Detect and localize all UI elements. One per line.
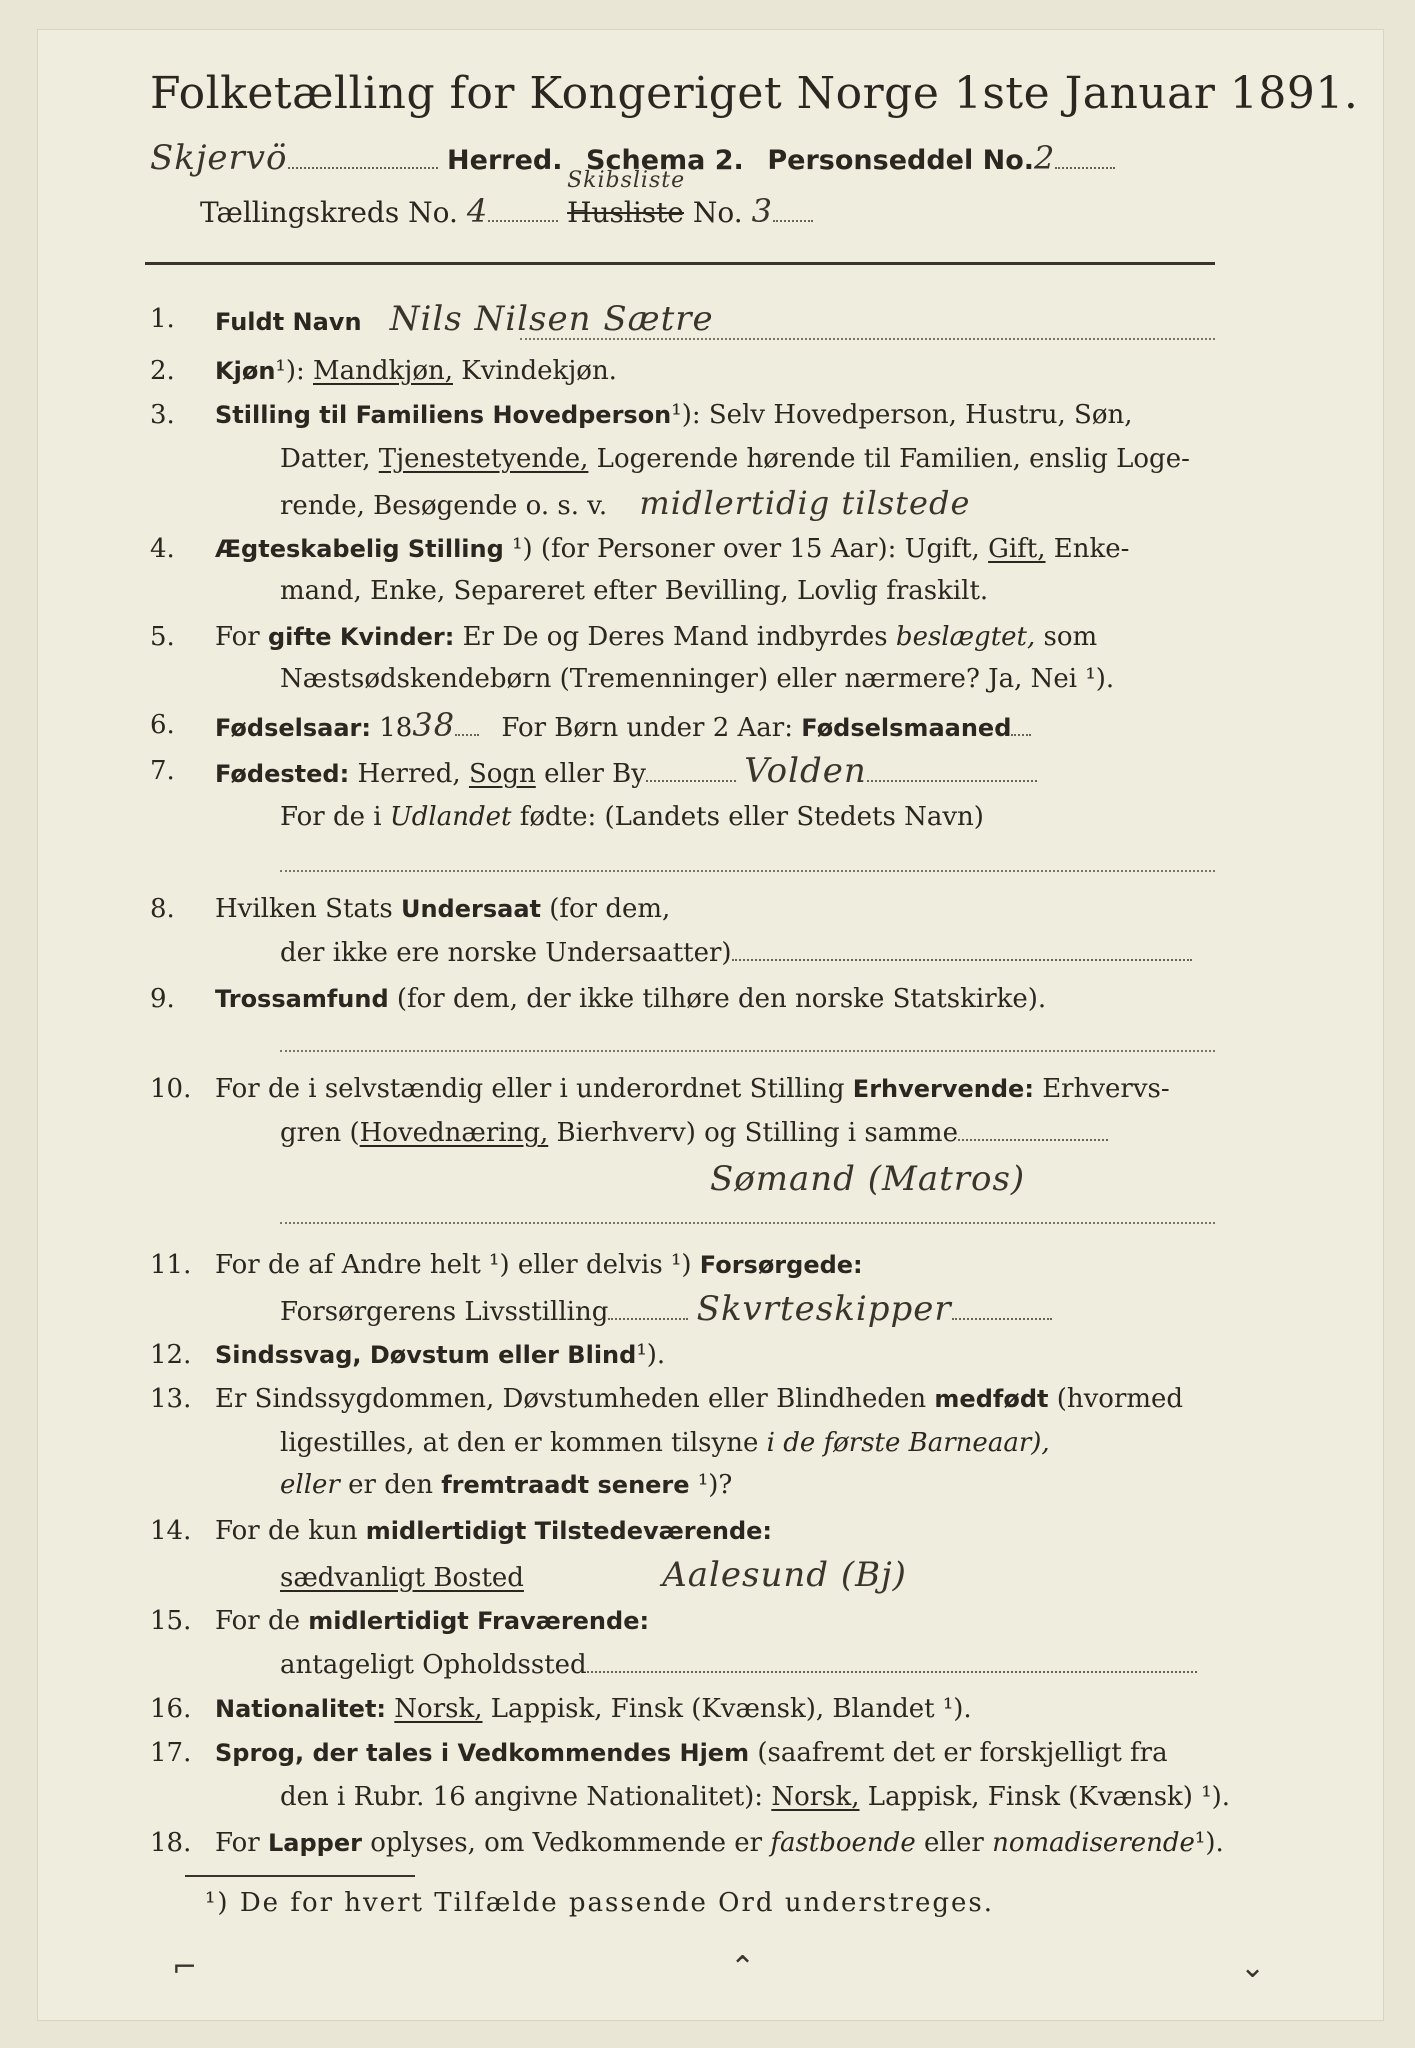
footnote-ref: ¹). (636, 1340, 666, 1370)
label-text: For de i (280, 802, 382, 832)
option-datter: Datter, (280, 444, 371, 474)
dotted-leader (280, 1222, 1215, 1224)
field-number: 14. (150, 1516, 192, 1546)
field-label: Fødested: (215, 760, 350, 788)
dotted-leader (280, 1050, 1215, 1052)
option-by: eller By (544, 759, 646, 789)
option-kvindekjon: Kvindekjøn. (461, 356, 617, 386)
label-text: (saafremt det er forskjelligt fra (757, 1738, 1168, 1768)
herred-label: Herred. (447, 145, 563, 176)
field-label: Sprog, der tales i Vedkommendes Hjem (215, 1739, 750, 1767)
field-label: Ægteskabelig Stilling (215, 535, 504, 563)
question-text: beslægtet, (895, 622, 1036, 652)
option-herred: Herred, (357, 759, 461, 789)
field-number: 18. (150, 1828, 192, 1858)
header-rule (145, 262, 1215, 265)
skibsliste-label: Skibsliste (567, 168, 686, 193)
center-tick-mark: ⌃ (730, 1950, 756, 1985)
usual-residence-value: Aalesund (Bj) (662, 1555, 907, 1595)
field-label: fremtraadt senere (441, 1471, 690, 1499)
dotted-leader (1011, 708, 1031, 736)
no-label: No. (692, 196, 743, 229)
label-text: antageligt Opholdssted (280, 1650, 587, 1680)
question-text: i de første Barneaar), (766, 1428, 1050, 1458)
field-label: Lapper (267, 1829, 362, 1857)
label-text: den i Rubr. 16 angivne Nationalitet): (280, 1782, 764, 1812)
field-number: 4. (150, 534, 175, 564)
options-text: Selv Hovedperson, Hustru, Søn, (708, 400, 1133, 430)
options-text: ¹) (for Personer over 15 Aar): Ugift, (512, 534, 980, 564)
label-text: eller (923, 1828, 984, 1858)
footnote: ¹) De for hvert Tilfælde passende Ord understreges. (205, 1888, 995, 1918)
field-label: Forsørgede: (699, 1251, 863, 1279)
husliste-value: 3 (751, 192, 773, 230)
label-text: Udlandet (389, 802, 512, 832)
dotted-leader (288, 141, 438, 169)
label-text: For de af Andre helt ¹) eller delvis ¹) (215, 1250, 692, 1280)
field-number: 12. (150, 1340, 192, 1370)
field-label: Stilling til Familiens Hovedperson (215, 401, 672, 429)
options-text: Lappisk, Finsk (Kvænsk), Blandet ¹). (490, 1694, 972, 1724)
field-number: 5. (150, 622, 175, 652)
question-text: Er De og Deres Mand indbyrdes (462, 622, 888, 652)
option-fastboende: fastboende (770, 1828, 916, 1858)
field-number: 6. (150, 710, 175, 740)
field-label: Trossamfund (215, 985, 389, 1013)
field-number: 2. (150, 356, 175, 386)
label-text: oplyses, om Vedkommende er (370, 1828, 763, 1858)
field-label: midlertidigt Tilstedeværende: (365, 1517, 773, 1545)
dotted-leader (952, 1292, 1052, 1320)
schema-label: Schema 2. (586, 145, 744, 176)
label-text: Bierhverv) og Stilling i samme (556, 1118, 958, 1148)
personseddel-label: Personseddel No. (767, 145, 1035, 176)
field-label: Fødselsaar: (215, 714, 371, 742)
label-text: (for dem, der ikke tilhøre den norske Statskirke). (396, 984, 1047, 1014)
dotted-leader (608, 1292, 688, 1320)
label-text: For (215, 1828, 260, 1858)
field-label: Nationalitet: (215, 1695, 387, 1723)
label-text: fødte: (Landets eller Stedets Navn) (519, 802, 984, 832)
field-label: Undersaat (400, 895, 541, 923)
field-label: Erhvervende: (852, 1075, 1034, 1103)
option-norsk: Norsk, (394, 1694, 483, 1724)
field-label: Fuldt Navn (215, 308, 362, 336)
question-text: er den (348, 1470, 433, 1500)
label-text: Forsørgerens Livsstilling (280, 1297, 609, 1327)
label-text: For (215, 622, 260, 652)
options-text: Logerende hørende til Familien, enslig Loge- (596, 444, 1190, 474)
label-text: For de kun (215, 1516, 358, 1546)
label-text: der ikke ere norske Undersaatter) (280, 938, 732, 968)
footnote-ref: ¹). (1194, 1828, 1224, 1858)
personseddel-value: 2 (1034, 139, 1056, 177)
question-text: som (1043, 622, 1098, 652)
field-number: 16. (150, 1694, 192, 1724)
options-text: Lappisk, Finsk (Kvænsk) ¹). (867, 1782, 1231, 1812)
option-mandkjon: Mandkjøn, (313, 356, 453, 386)
option-sogn: Sogn (468, 759, 536, 789)
dotted-leader (867, 754, 1037, 782)
field-number: 9. (150, 984, 175, 1014)
field-number: 17. (150, 1738, 192, 1768)
field-number: 8. (150, 894, 175, 924)
option-tjenestetyende: Tjenestetyende, (378, 444, 589, 474)
dotted-leader (773, 194, 813, 222)
birth-year-value: 38 (412, 706, 456, 744)
field-label: Fødselsmaaned (801, 714, 1012, 742)
provider-occupation-value: Skvrteskipper (696, 1289, 952, 1329)
footnote-ref: ¹): (671, 400, 701, 430)
corner-tick-mark: ⌄ (1240, 1950, 1266, 1985)
options-text: mand, Enke, Separeret efter Bevilling, Lovlig fraskilt. (280, 576, 989, 606)
kreds-label: Tællingskreds No. (200, 196, 458, 229)
stilling-value: midlertidig tilstede (639, 484, 971, 522)
footnote-ref: ¹)? (697, 1470, 733, 1500)
option-nomadiserende: nomadiserende (992, 1828, 1195, 1858)
field-number: 13. (150, 1384, 192, 1414)
corner-tick-mark: ⌐ (172, 1950, 198, 1985)
dotted-leader (1055, 141, 1115, 169)
occupation-value: Sømand (Matros) (710, 1159, 1026, 1199)
form-title: Folketælling for Kongeriget Norge 1ste Januar 1891. (150, 68, 1359, 119)
question-text: eller (280, 1470, 340, 1500)
label-text: For de i selvstændig eller i underordnet Stilling (215, 1074, 845, 1104)
question-text: (hvormed (1056, 1384, 1184, 1414)
name-value: Nils Nilsen Sætre (389, 299, 714, 339)
field-label: gifte Kvinder: (267, 623, 455, 651)
footnote-ref: ¹): (275, 356, 305, 386)
field-number: 15. (150, 1606, 192, 1636)
dotted-leader (455, 708, 479, 736)
dotted-leader (280, 870, 1215, 872)
label-text: sædvanligt Bosted (280, 1563, 524, 1593)
label-text: gren ( (280, 1118, 360, 1148)
field-number: 3. (150, 400, 175, 430)
field-label: Sindssvag, Døvstum eller Blind (215, 1341, 637, 1369)
field-number: 1. (150, 304, 175, 334)
field-label: medfødt (934, 1385, 1049, 1413)
year-prefix: 18 (379, 713, 413, 743)
husliste-label: Husliste (567, 196, 684, 229)
kreds-value: 4 (466, 192, 489, 230)
dotted-leader (520, 338, 1215, 340)
field-number: 7. (150, 756, 175, 786)
label-text: Hvilken Stats (215, 894, 393, 924)
dotted-leader (488, 194, 558, 222)
field-number: 11. (150, 1250, 192, 1280)
options-text: Enke- (1053, 534, 1130, 564)
label-text: (for dem, (549, 894, 671, 924)
option-norsk: Norsk, (771, 1782, 860, 1812)
dotted-leader (732, 933, 1192, 961)
label-text: For de (215, 1606, 300, 1636)
birthplace-value: Volden (744, 751, 867, 791)
question-text: Er Sindssygdommen, Døvstumheden eller Blindheden (215, 1384, 927, 1414)
options-text: rende, Besøgende o. s. v. (280, 491, 608, 521)
field-label: Kjøn (215, 357, 276, 385)
header-line-2 (200, 168, 813, 230)
question-text: Næstsødskendebørn (Tremenninger) eller nærmere? Ja, Nei ¹). (280, 664, 1115, 694)
question-text: ligestilles, at den er kommen tilsyne (280, 1428, 759, 1458)
dotted-leader (958, 1113, 1108, 1141)
dotted-leader (587, 1645, 1197, 1673)
label-text: Erhvervs- (1042, 1074, 1170, 1104)
label-text: For Børn under 2 Aar: (501, 713, 793, 743)
herred-value: Skjervö (150, 138, 288, 178)
dotted-leader (646, 754, 736, 782)
list-type (567, 168, 686, 229)
option-gift: Gift, (988, 534, 1046, 564)
field-number: 10. (150, 1074, 192, 1104)
footnote-rule (185, 1875, 415, 1877)
field-label: midlertidigt Fraværende: (308, 1607, 650, 1635)
option-hovednaering: Hovednæring, (359, 1118, 549, 1148)
